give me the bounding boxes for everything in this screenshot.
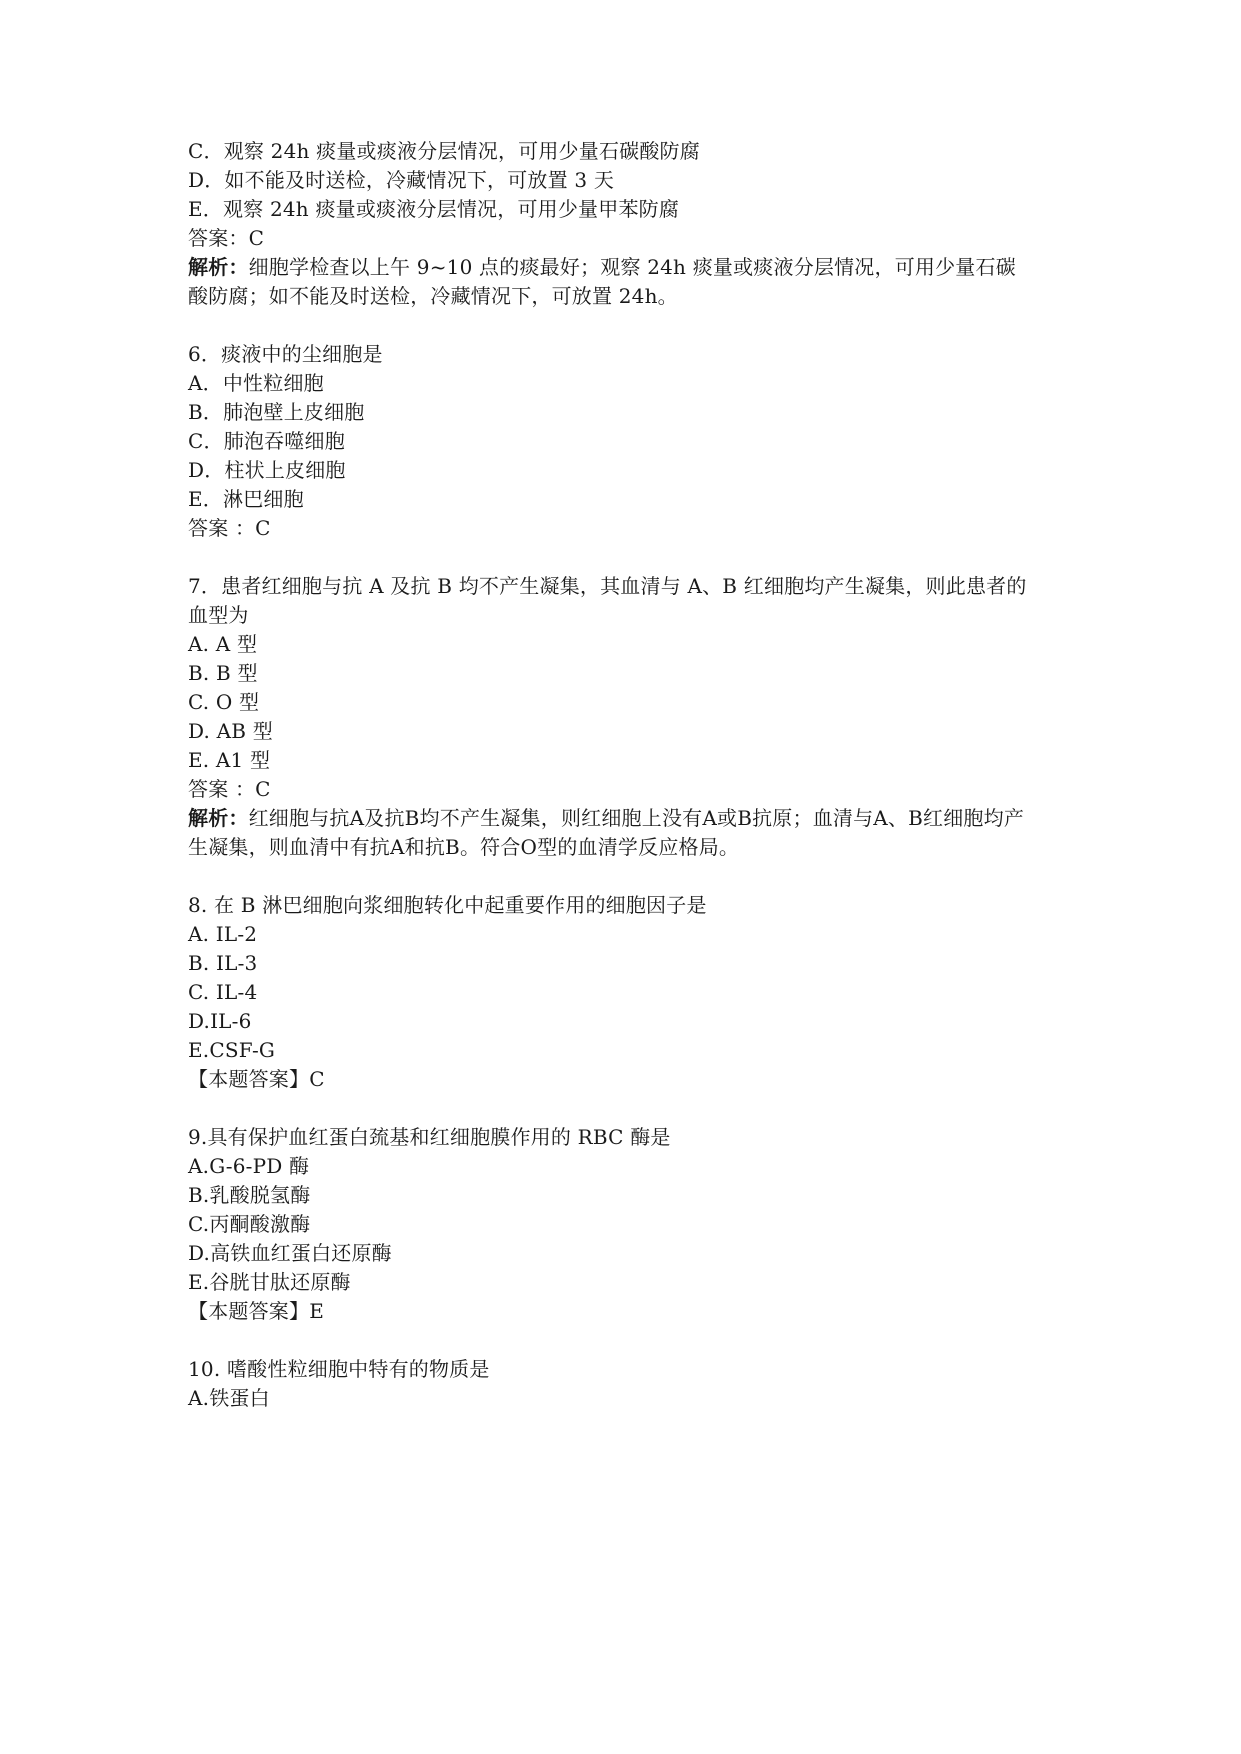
q10-stem: 10. 嗜酸性粒细胞中特有的物质是	[188, 1357, 490, 1381]
q7-answer: 答案 ：C	[188, 777, 271, 801]
q7-option-b: B. B 型	[188, 661, 258, 685]
q8-option-d: D.IL-6	[188, 1009, 252, 1033]
q7-stem-cont: 血型为	[188, 603, 249, 627]
q5-option-e: E．观察 24h 痰量或痰液分层情况，可用少量甲苯防腐	[188, 197, 680, 221]
q5-analysis	[188, 254, 1016, 280]
q7-option-a: A. A 型	[188, 632, 258, 656]
q9-answer: 【本题答案】E	[188, 1299, 324, 1323]
q7-option-c: C. O 型	[188, 690, 260, 714]
q6-option-b: B．肺泡壁上皮细胞	[188, 400, 365, 424]
q6-option-c: C．肺泡吞噬细胞	[188, 429, 345, 453]
q5-analysis-cont: 酸防腐；如不能及时送检，冷藏情况下，可放置 24h。	[188, 284, 678, 308]
q9-option-e: E.谷胱甘肽还原酶	[188, 1270, 351, 1294]
q6-option-e: E．淋巴细胞	[188, 487, 304, 511]
q7-option-d: D. AB 型	[188, 719, 273, 743]
q6-answer: 答案 ：C	[188, 516, 271, 540]
q9-option-c: C.丙酮酸激酶	[188, 1212, 311, 1236]
q9-option-a: A.G-6-PD 酶	[188, 1154, 310, 1178]
q8-option-e: E.CSF-G	[188, 1038, 276, 1062]
q8-option-b: B. IL-3	[188, 951, 258, 975]
q9-stem: 9.具有保护血红蛋白巯基和红细胞膜作用的 RBC 酶是	[188, 1125, 671, 1149]
q7-analysis-cont: 生凝集，则血清中有抗A和抗B。符合O型的血清学反应格局。	[188, 835, 740, 859]
q5-analysis-label: 解析：	[188, 255, 249, 279]
q5-option-c: C．观察 24h 痰量或痰液分层情况，可用少量石碳酸防腐	[188, 139, 700, 163]
q5-answer: 答案：C	[188, 226, 265, 250]
q5-analysis-text: 细胞学检查以上午 9~10 点的痰最好；观察 24h 痰量或痰液分层情况，可用少量石碳	[248, 255, 1016, 279]
q6-stem: 6．痰液中的尘细胞是	[188, 342, 383, 366]
q7-option-e: E. A1 型	[188, 748, 271, 772]
q9-option-d: D.高铁血红蛋白还原酶	[188, 1241, 392, 1265]
q5-option-d: D．如不能及时送检，冷藏情况下，可放置 3 天	[188, 168, 615, 192]
q10-option-a: A.铁蛋白	[188, 1386, 270, 1410]
q7-stem: 7．患者红细胞与抗 A 及抗 B 均不产生凝集，其血清与 A、B 红细胞均产生凝集，则此患者的	[188, 574, 1027, 598]
q8-option-c: C. IL-4	[188, 980, 258, 1004]
q8-stem: 8. 在 B 淋巴细胞向浆细胞转化中起重要作用的细胞因子是	[188, 893, 707, 917]
q7-analysis-text: 红细胞与抗A及抗B均不产生凝集，则红细胞上没有A或B抗原；血清与A、B红细胞均产	[248, 806, 1025, 830]
q7-analysis-label: 解析：	[188, 806, 249, 830]
q6-option-d: D．柱状上皮细胞	[188, 458, 346, 482]
q7-analysis	[188, 805, 1024, 831]
q6-option-a: A．中性粒细胞	[188, 371, 324, 395]
q9-option-b: B.乳酸脱氢酶	[188, 1183, 311, 1207]
q8-option-a: A. IL-2	[188, 922, 258, 946]
q8-answer: 【本题答案】C	[188, 1067, 325, 1091]
